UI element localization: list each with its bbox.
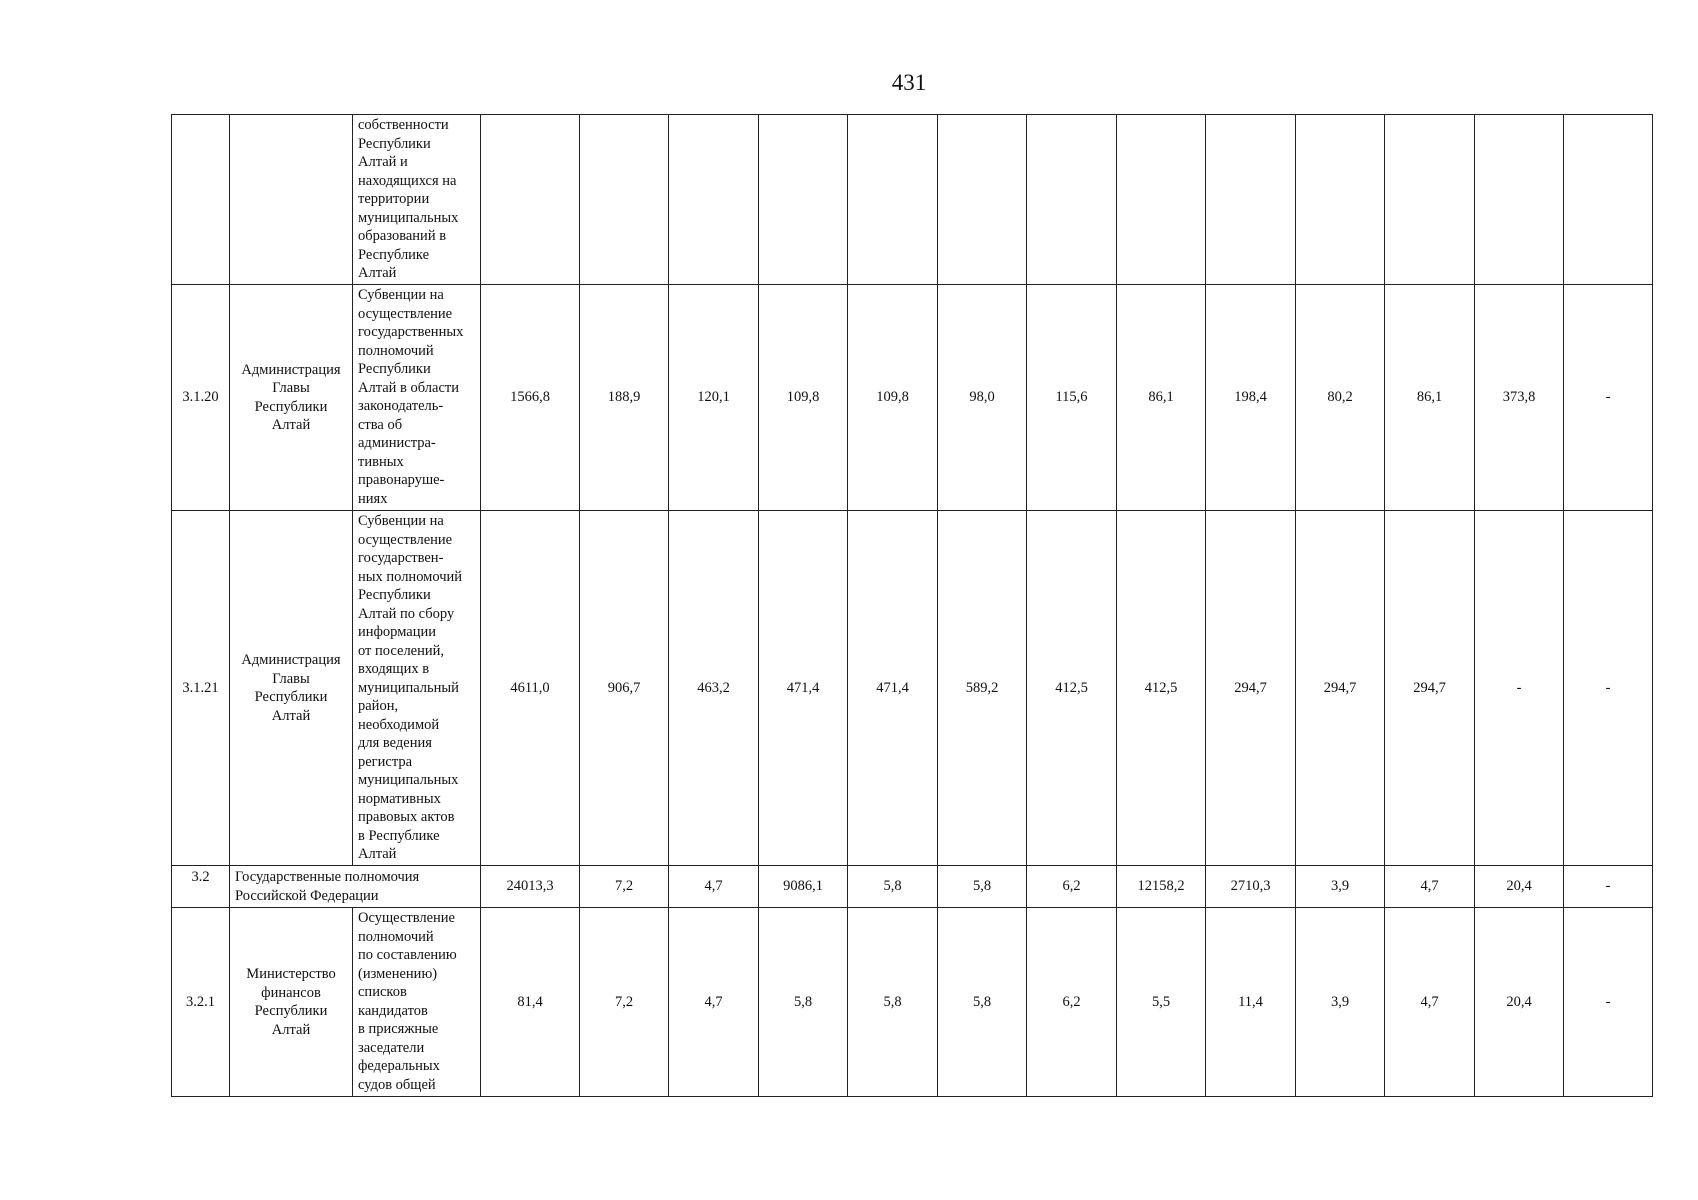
row-code: 3.1.21 [172,511,230,866]
value-cell: - [1564,285,1653,511]
value-cell: 589,2 [938,511,1027,866]
value-cell: 4,7 [1385,866,1475,908]
value-cell: 198,4 [1206,285,1296,511]
value-cell: 120,1 [669,285,759,511]
value-cell: - [1564,511,1653,866]
value-cell: 115,6 [1027,285,1117,511]
value-cell: 471,4 [848,511,938,866]
value-cell [1475,115,1564,285]
value-cell [481,115,580,285]
table-row [172,285,1653,511]
budget-table [171,114,1653,1097]
value-cell: 373,8 [1475,285,1564,511]
value-cell: 412,5 [1117,511,1206,866]
value-cell: 12158,2 [1117,866,1206,908]
row-executor: Министерство финансов Республики Алтай [230,908,353,1097]
value-cell: 294,7 [1385,511,1475,866]
value-cell: 6,2 [1027,866,1117,908]
page-number: 431 [891,70,927,95]
value-cell: 5,5 [1117,908,1206,1097]
value-cell: 98,0 [938,285,1027,511]
row-description: Субвенции на осуществление государственных полномочий Республики Алтай в области законодатель- ства об администра- тивных правонаруше- ниях [353,285,481,511]
row-code [172,115,230,285]
value-cell [1027,115,1117,285]
value-cell: 7,2 [580,908,669,1097]
value-cell [1385,115,1475,285]
value-cell: 20,4 [1475,866,1564,908]
value-cell: 471,4 [759,511,848,866]
value-cell: 294,7 [1296,511,1385,866]
value-cell: 109,8 [759,285,848,511]
value-cell: 463,2 [669,511,759,866]
value-cell: 906,7 [580,511,669,866]
row-description: Субвенции на осуществление государствен- ных полномочий Республики Алтай по сбору информации от поселений, входящих в муниципальный район, необходимой для ведения регистра муниципальных нормативных правовых актов в Республике Алтай [353,511,481,866]
value-cell [938,115,1027,285]
value-cell: 9086,1 [759,866,848,908]
value-cell [759,115,848,285]
value-cell: 80,2 [1296,285,1385,511]
value-cell [848,115,938,285]
value-cell: 81,4 [481,908,580,1097]
value-cell: 1566,8 [481,285,580,511]
section-row [172,866,1653,908]
value-cell: 6,2 [1027,908,1117,1097]
value-cell: - [1475,511,1564,866]
value-cell [580,115,669,285]
row-executor: Администрация Главы Республики Алтай [230,285,353,511]
value-cell: 4611,0 [481,511,580,866]
value-cell: 5,8 [938,908,1027,1097]
row-code: 3.2.1 [172,908,230,1097]
row-description: Осуществление полномочий по составлению (изменению) списков кандидатов в присяжные заседатели федеральных судов общей [353,908,481,1097]
value-cell: 86,1 [1385,285,1475,511]
table-body [172,115,1653,1097]
row-description: собственности Республики Алтай и находящихся на территории муниципальных образований в Республике Алтай [353,115,481,285]
table-row [172,908,1653,1097]
value-cell: 294,7 [1206,511,1296,866]
value-cell: 7,2 [580,866,669,908]
value-cell [1206,115,1296,285]
value-cell: - [1564,908,1653,1097]
value-cell: 11,4 [1206,908,1296,1097]
section-title: Государственные полномочия Российской Федерации [230,866,481,908]
value-cell: 5,8 [848,866,938,908]
value-cell [1117,115,1206,285]
value-cell [1564,115,1653,285]
value-cell: 3,9 [1296,908,1385,1097]
table-row [172,511,1653,866]
value-cell: 2710,3 [1206,866,1296,908]
row-code: 3.1.20 [172,285,230,511]
value-cell: 86,1 [1117,285,1206,511]
value-cell: 4,7 [669,866,759,908]
value-cell: 4,7 [1385,908,1475,1097]
value-cell: 109,8 [848,285,938,511]
table-row [172,115,1653,285]
value-cell: 5,8 [938,866,1027,908]
value-cell: 188,9 [580,285,669,511]
value-cell: 20,4 [1475,908,1564,1097]
value-cell: 5,8 [848,908,938,1097]
value-cell [669,115,759,285]
value-cell: 412,5 [1027,511,1117,866]
value-cell [1296,115,1385,285]
value-cell: 3,9 [1296,866,1385,908]
value-cell: - [1564,866,1653,908]
row-executor: Администрация Главы Республики Алтай [230,511,353,866]
value-cell: 5,8 [759,908,848,1097]
row-code: 3.2 [172,866,230,908]
row-executor [230,115,353,285]
value-cell: 24013,3 [481,866,580,908]
value-cell: 4,7 [669,908,759,1097]
